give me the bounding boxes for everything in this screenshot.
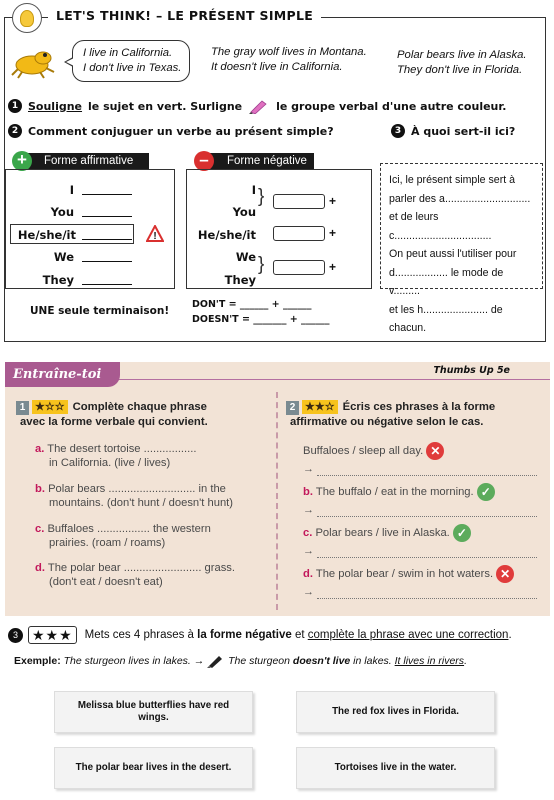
example-line: It doesn't live in California. (211, 61, 343, 73)
item-letter: b. (303, 485, 313, 498)
plus-sign: + (329, 260, 337, 274)
book-reference: Thumbs Up 5e (433, 365, 510, 376)
instruction-underline: complète la phrase avec une correction (307, 629, 509, 641)
usage-line: et de leurs c................................. (389, 211, 492, 242)
usage-line: d.................. le mode de v......... (389, 266, 504, 297)
exercise-number: 1 (16, 401, 29, 415)
example-part: in lakes. (350, 654, 395, 667)
sentence-card: Melissa blue butterflies have red wings. (54, 691, 253, 733)
step3-text: À quoi sert-il ici? (411, 124, 516, 138)
heading-line: Complète chaque phrase (72, 401, 207, 413)
item-letter: c. (35, 523, 45, 535)
answer-arrow: → (303, 504, 314, 516)
usage-box (380, 163, 543, 334)
item-text: Polar bears / live in Alaska. (315, 526, 450, 539)
instruction-bold: la forme négative (197, 629, 292, 641)
dont-formula: DON'T = ______ + ______ (192, 299, 312, 310)
check-badge-icon: ✓ (477, 483, 495, 501)
exercise-2-item (303, 524, 471, 542)
step1-underline-word: Souligne (28, 99, 83, 113)
pronoun: He/she/it (17, 228, 76, 242)
affirmative-header: Forme affirmative (20, 153, 149, 169)
exercise-2-heading (286, 400, 495, 429)
step-number: 3 (8, 628, 23, 643)
item-line: mountains. (don't hunt / doesn't hunt) (49, 497, 234, 509)
item-letter: d. (35, 562, 45, 574)
item-line: The polar bear ......................... grass. (47, 562, 236, 574)
item-letter: c. (303, 526, 313, 539)
answer-blank (82, 216, 132, 217)
item-line: The desert tortoise ................. (47, 443, 197, 455)
exercise-2-item (303, 442, 444, 460)
example-original: The sturgeon lives in lakes. (63, 654, 191, 667)
exercise-1-item (35, 442, 196, 470)
item-text: The polar bear / swim in hot waters. (315, 567, 494, 580)
step1-text-a: le sujet en vert. Surligne (88, 99, 243, 113)
answer-blank (82, 261, 132, 262)
une-seule-terminaison: UNE seule terminaison! (30, 305, 170, 317)
instruction-text: et (291, 629, 308, 641)
exercise-number: 2 (286, 401, 299, 415)
pencil-icon (207, 654, 225, 668)
example-line: Polar bears live in Alaska. (397, 49, 527, 61)
exercise-2-item (303, 483, 495, 501)
pronoun: I (69, 183, 74, 197)
sentence-card: The red fox lives in Florida. (296, 691, 495, 733)
heading-line: affirmative ou négative selon le cas. (290, 416, 484, 428)
answer-arrow: → (303, 586, 314, 598)
item-line: prairies. (roam / roams) (49, 537, 166, 549)
negative-blank-box (273, 226, 325, 241)
lets-think-title: LET'S THINK! – LE PRÉSENT SIMPLE (48, 8, 321, 23)
pronoun: We (235, 250, 256, 264)
instruction-text: . (508, 629, 512, 641)
item-letter: d. (303, 567, 313, 580)
difficulty-stars: ★★★ (28, 626, 77, 644)
example-label: Exemple: (14, 654, 61, 667)
pronoun: You (232, 205, 256, 219)
answer-blank (82, 194, 132, 195)
step-1-instruction (8, 98, 506, 114)
heading-line: Écris ces phrases à la forme (342, 401, 496, 413)
column-divider (276, 392, 278, 610)
item-line: Buffaloes ................. the western (47, 523, 211, 535)
exercise-1-heading (16, 400, 208, 429)
pronoun: I (251, 183, 256, 197)
answer-dotted-line (317, 516, 537, 517)
difficulty-stars: ★☆☆ (32, 400, 68, 414)
item-line: Polar bears ............................ in the (48, 483, 226, 495)
item-letter: a. (35, 443, 45, 455)
step2-text: Comment conjuguer un verbe au présent simple? (28, 124, 334, 138)
check-badge-icon: ✓ (453, 524, 471, 542)
cross-badge-icon: ✕ (496, 565, 514, 583)
exercise-1-item (35, 561, 235, 589)
example-line: They don't live in Florida. (397, 64, 523, 76)
answer-arrow: → (303, 463, 314, 475)
instruction-text: Mets ces 4 phrases à (84, 629, 198, 641)
bubble-line: I don't live in Texas. (83, 62, 182, 74)
item-text: Buffaloes / sleep all day. (303, 444, 424, 457)
lets-think-section (0, 0, 554, 352)
item-line: in California. (live / lives) (49, 457, 171, 469)
step-3-instruction (391, 124, 515, 138)
sentence-card: The polar bear lives in the desert. (54, 747, 253, 789)
answer-dotted-line (317, 598, 537, 599)
exercise-3-instruction (8, 626, 512, 644)
negative-header: Forme négative (203, 153, 314, 169)
sentence-card: Tortoises live in the water. (296, 747, 495, 789)
doesnt-formula: DOESN'T = _______ + ______ (192, 314, 330, 325)
step-number: 1 (8, 99, 22, 113)
answer-arrow: → (303, 545, 314, 557)
exercise-1-item (35, 482, 233, 510)
usage-line: Ici, le présent simple sert à (389, 174, 515, 186)
entraine-toi-title: Entraîne-toi (5, 362, 120, 387)
answer-blank (82, 239, 132, 240)
warning-symbol: ! (153, 231, 157, 242)
plus-sign: + (329, 194, 337, 208)
negative-blank-box (273, 260, 325, 275)
step-number: 2 (8, 124, 22, 138)
exercise-2-item (303, 565, 514, 583)
minus-icon: – (194, 151, 214, 171)
pronoun: They (224, 273, 256, 287)
pronoun: He/she/it (197, 228, 256, 242)
speech-bubble (72, 40, 190, 82)
pronoun: You (50, 205, 74, 219)
item-letter: b. (35, 483, 45, 495)
answer-blank (82, 284, 132, 285)
usage-line: parler des a............................. (389, 192, 531, 205)
step-2-instruction (8, 124, 334, 138)
frog-icon (10, 45, 56, 79)
brace-symbol: } (258, 186, 265, 207)
bubble-line: I live in California. (83, 47, 173, 59)
step1-text-b: le groupe verbal d'une autre couleur. (276, 99, 507, 113)
lightbulb-icon (12, 3, 42, 33)
difficulty-stars: ★★☆ (302, 400, 338, 414)
warning-icon (146, 225, 164, 242)
negative-blank-box (273, 194, 325, 209)
pronoun: We (53, 250, 74, 264)
answer-dotted-line (317, 557, 537, 558)
pronoun: They (42, 273, 74, 287)
answer-dotted-line (317, 475, 537, 476)
entraine-toi-section (5, 362, 550, 616)
step-number: 3 (391, 124, 405, 138)
example-arrow: → (193, 654, 205, 667)
exercise-1-item (35, 522, 211, 550)
brace-symbol: } (258, 254, 265, 275)
usage-line: et les h...................... de chacun. (389, 303, 503, 334)
plus-sign: + (329, 226, 337, 240)
cross-badge-icon: ✕ (426, 442, 444, 460)
example-wolf (211, 45, 367, 75)
usage-line: On peut aussi l'utiliser pour (389, 248, 517, 260)
example-polar-bears (397, 48, 527, 78)
example-part: The sturgeon (228, 654, 293, 667)
example-part: . (464, 654, 467, 667)
example-sentence (14, 654, 467, 668)
example-line: The gray wolf lives in Montana. (211, 46, 367, 58)
example-correction: It lives in rivers (394, 654, 465, 667)
item-text: The buffalo / eat in the morning. (315, 485, 474, 498)
item-line: (don't eat / doesn't eat) (49, 576, 163, 588)
heading-line: avec la forme verbale qui convient. (20, 416, 208, 428)
plus-icon: + (12, 151, 32, 171)
example-negative: doesn't live (292, 654, 351, 667)
highlighter-icon (248, 98, 270, 114)
